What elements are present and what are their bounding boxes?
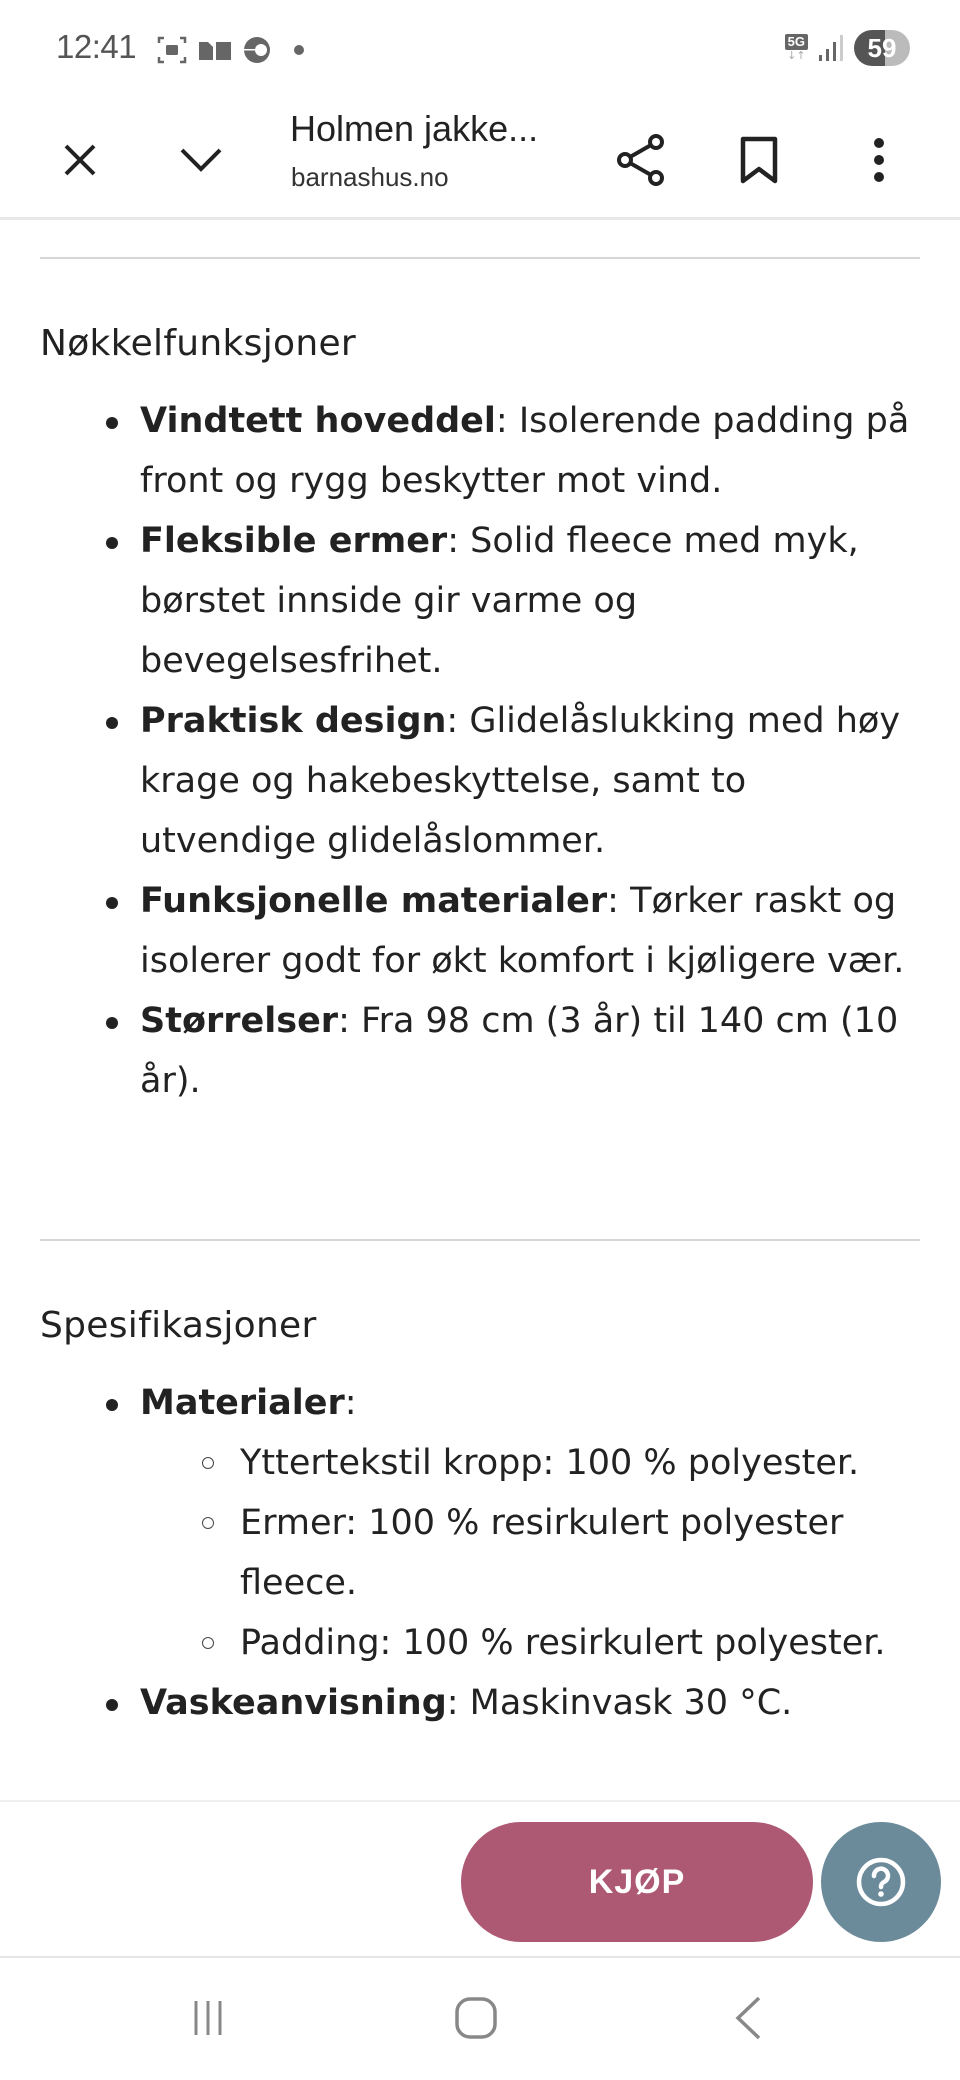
share-button[interactable] — [605, 124, 677, 196]
app-icon — [242, 35, 272, 65]
bookmark-icon — [739, 135, 779, 185]
list-item: Praktisk design: Glidelåslukking med høy krage og hakebeskyttelse, samt to utvendige glidelåslommer. — [100, 691, 920, 871]
system-nav-bar — [0, 1958, 960, 2080]
page-url: barnashus.no — [291, 162, 449, 192]
close-icon — [60, 140, 100, 180]
status-notification-icons — [156, 34, 304, 66]
media-icon — [198, 39, 232, 61]
page-content[interactable] — [0, 223, 960, 1800]
list-item-washing: Vaskeanvisning: Maskinvask 30 °C. — [100, 1673, 920, 1733]
list-item-materials: Materialer: Yttertekstil kropp: 100 % polyester. Ermer: 100 % resirkulert polyester fleece. Padding: 100 % resirkulert polyester. — [100, 1373, 920, 1673]
help-icon — [855, 1856, 907, 1908]
close-button[interactable] — [44, 124, 116, 196]
cta-bar — [0, 1800, 960, 1958]
recent-apps-icon — [188, 1998, 228, 2038]
list-item: Funksjonelle materialer: Tørker raskt og isolerer godt for økt komfort i kjøligere vær. — [100, 871, 920, 991]
bookmark-button[interactable] — [723, 124, 795, 196]
notification-dot-icon — [294, 45, 304, 55]
page-title: Holmen jakke... — [290, 108, 539, 149]
list-item: Fleksible ermer: Solid fleece med myk, børstet innside gir varme og bevegelsesfrihet. — [100, 511, 920, 691]
browser-toolbar — [0, 100, 960, 220]
home-button[interactable] — [436, 1988, 516, 2048]
list-item: Størrelser: Fra 98 cm (3 år) til 140 cm (10 år). — [100, 991, 920, 1111]
back-button[interactable] — [708, 1988, 788, 2048]
back-icon — [733, 1996, 763, 2040]
help-button[interactable] — [821, 1822, 941, 1942]
sub-list-item: Ermer: 100 % resirkulert polyester fleece. — [200, 1493, 920, 1613]
section-divider — [40, 257, 920, 259]
sub-list-item: Padding: 100 % resirkulert polyester. — [200, 1613, 920, 1673]
specifications-list — [100, 1373, 920, 1733]
share-icon — [616, 133, 666, 187]
signal-icon — [818, 33, 844, 63]
screenshot-icon — [156, 34, 188, 66]
list-item: Vindtett hoveddel: Isolerende padding på front og rygg beskytter mot vind. — [100, 391, 920, 511]
chevron-down-icon — [179, 145, 223, 175]
status-time: 12:41 — [56, 28, 137, 65]
recent-apps-button[interactable] — [168, 1988, 248, 2048]
battery-indicator: 59 — [854, 30, 910, 66]
key-features-heading: Nøkkelfunksjoner — [40, 323, 357, 364]
home-icon — [454, 1996, 498, 2040]
key-features-list — [100, 391, 920, 1111]
more-options-button[interactable] — [843, 124, 915, 196]
status-bar — [0, 0, 960, 100]
more-vert-icon — [873, 137, 885, 183]
network-5g-icon: 5G ↓↑ — [785, 34, 808, 62]
materials-sublist — [200, 1433, 920, 1673]
status-system-icons — [785, 30, 910, 66]
buy-button[interactable]: KJØP — [461, 1822, 813, 1942]
specifications-heading: Spesifikasjoner — [40, 1305, 317, 1346]
minimize-button[interactable] — [165, 124, 237, 196]
sub-list-item: Yttertekstil kropp: 100 % polyester. — [200, 1433, 920, 1493]
section-divider — [40, 1239, 920, 1241]
